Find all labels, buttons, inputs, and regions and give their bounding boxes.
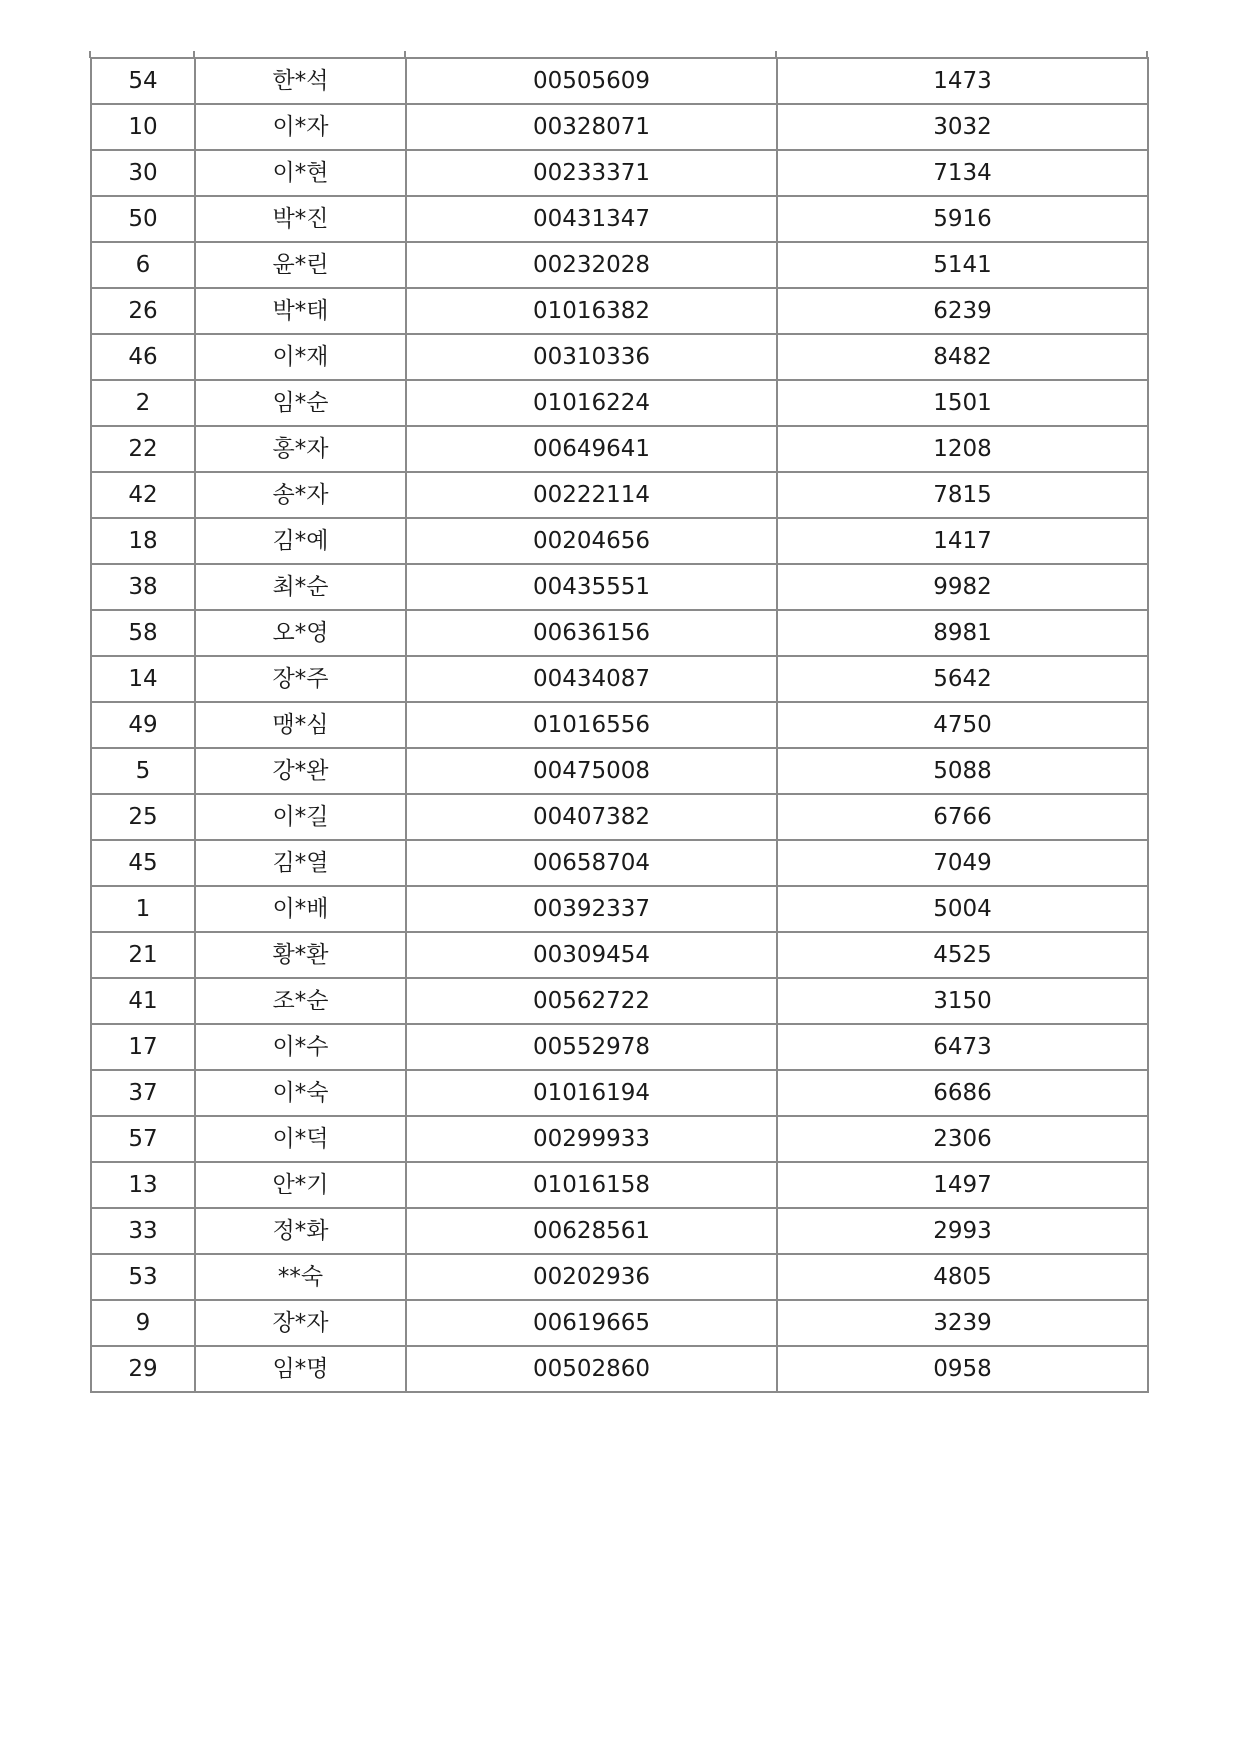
name-cell: 박*진 <box>195 196 406 242</box>
id-number-cell: 00328071 <box>406 104 777 150</box>
table-row <box>91 748 1148 794</box>
name-cell: 이*길 <box>195 794 406 840</box>
table-row <box>91 1070 1148 1116</box>
row-number-cell: 9 <box>91 1300 195 1346</box>
table-row <box>91 426 1148 472</box>
row-number-cell: 46 <box>91 334 195 380</box>
id-number-cell: 00505609 <box>406 58 777 104</box>
name-cell: 이*숙 <box>195 1070 406 1116</box>
table-row <box>91 150 1148 196</box>
name-cell: 홍*자 <box>195 426 406 472</box>
row-number-cell: 42 <box>91 472 195 518</box>
table-row <box>91 656 1148 702</box>
row-number-cell: 26 <box>91 288 195 334</box>
code-cell: 6766 <box>777 794 1148 840</box>
table-row <box>91 1024 1148 1070</box>
table-row <box>91 1254 1148 1300</box>
table-row <box>91 1208 1148 1254</box>
table-row <box>91 1346 1148 1392</box>
name-cell: 임*명 <box>195 1346 406 1392</box>
table-row <box>91 104 1148 150</box>
name-cell: 임*순 <box>195 380 406 426</box>
row-number-cell: 21 <box>91 932 195 978</box>
name-cell: 조*순 <box>195 978 406 1024</box>
row-number-cell: 22 <box>91 426 195 472</box>
id-number-cell: 01016194 <box>406 1070 777 1116</box>
row-number-cell: 49 <box>91 702 195 748</box>
row-number-cell: 2 <box>91 380 195 426</box>
table-continuation-line <box>775 51 777 58</box>
table-row <box>91 58 1148 104</box>
table-continuation-line <box>89 51 91 58</box>
row-number-cell: 17 <box>91 1024 195 1070</box>
name-cell: 이*재 <box>195 334 406 380</box>
id-number-cell: 00552978 <box>406 1024 777 1070</box>
id-number-cell: 00628561 <box>406 1208 777 1254</box>
name-cell: 이*자 <box>195 104 406 150</box>
name-cell: 정*화 <box>195 1208 406 1254</box>
row-number-cell: 30 <box>91 150 195 196</box>
code-cell: 4525 <box>777 932 1148 978</box>
name-cell: 이*수 <box>195 1024 406 1070</box>
code-cell: 5141 <box>777 242 1148 288</box>
table-row <box>91 564 1148 610</box>
table-continuation-line <box>1146 51 1148 58</box>
table-row <box>91 840 1148 886</box>
row-number-cell: 33 <box>91 1208 195 1254</box>
row-number-cell: 45 <box>91 840 195 886</box>
id-number-cell: 00392337 <box>406 886 777 932</box>
id-number-cell: 00309454 <box>406 932 777 978</box>
name-cell: 송*자 <box>195 472 406 518</box>
code-cell: 1473 <box>777 58 1148 104</box>
row-number-cell: 41 <box>91 978 195 1024</box>
id-number-cell: 00407382 <box>406 794 777 840</box>
name-cell: 황*환 <box>195 932 406 978</box>
id-number-cell: 00222114 <box>406 472 777 518</box>
code-cell: 9982 <box>777 564 1148 610</box>
name-cell: 안*기 <box>195 1162 406 1208</box>
row-number-cell: 58 <box>91 610 195 656</box>
table-row <box>91 794 1148 840</box>
code-cell: 5642 <box>777 656 1148 702</box>
table-row <box>91 1300 1148 1346</box>
code-cell: 7049 <box>777 840 1148 886</box>
row-number-cell: 14 <box>91 656 195 702</box>
table-row <box>91 380 1148 426</box>
id-number-cell: 00310336 <box>406 334 777 380</box>
row-number-cell: 1 <box>91 886 195 932</box>
id-number-cell: 00562722 <box>406 978 777 1024</box>
name-cell: 맹*심 <box>195 702 406 748</box>
table-row <box>91 1162 1148 1208</box>
code-cell: 3239 <box>777 1300 1148 1346</box>
id-number-cell: 00649641 <box>406 426 777 472</box>
name-cell: 이*배 <box>195 886 406 932</box>
table-row <box>91 518 1148 564</box>
table-row <box>91 288 1148 334</box>
code-cell: 5004 <box>777 886 1148 932</box>
id-number-cell: 01016224 <box>406 380 777 426</box>
id-number-cell: 00475008 <box>406 748 777 794</box>
row-number-cell: 54 <box>91 58 195 104</box>
table-row <box>91 886 1148 932</box>
data-table <box>90 57 1149 1393</box>
table-continuation-line <box>193 51 195 58</box>
table-row <box>91 196 1148 242</box>
name-cell: 김*열 <box>195 840 406 886</box>
code-cell: 8981 <box>777 610 1148 656</box>
table-container <box>90 57 1147 1393</box>
code-cell: 0958 <box>777 1346 1148 1392</box>
row-number-cell: 25 <box>91 794 195 840</box>
code-cell: 4750 <box>777 702 1148 748</box>
row-number-cell: 29 <box>91 1346 195 1392</box>
id-number-cell: 01016158 <box>406 1162 777 1208</box>
name-cell: 김*예 <box>195 518 406 564</box>
table-row <box>91 472 1148 518</box>
code-cell: 6473 <box>777 1024 1148 1070</box>
code-cell: 7134 <box>777 150 1148 196</box>
code-cell: 7815 <box>777 472 1148 518</box>
table-row <box>91 334 1148 380</box>
code-cell: 2993 <box>777 1208 1148 1254</box>
id-number-cell: 00435551 <box>406 564 777 610</box>
row-number-cell: 53 <box>91 1254 195 1300</box>
id-number-cell: 00202936 <box>406 1254 777 1300</box>
name-cell: 장*주 <box>195 656 406 702</box>
row-number-cell: 5 <box>91 748 195 794</box>
id-number-cell: 00434087 <box>406 656 777 702</box>
table-row <box>91 978 1148 1024</box>
id-number-cell: 00233371 <box>406 150 777 196</box>
table-row <box>91 932 1148 978</box>
id-number-cell: 00619665 <box>406 1300 777 1346</box>
code-cell: 1501 <box>777 380 1148 426</box>
table-body <box>91 58 1148 1392</box>
code-cell: 3150 <box>777 978 1148 1024</box>
row-number-cell: 57 <box>91 1116 195 1162</box>
name-cell: **숙 <box>195 1254 406 1300</box>
name-cell: 한*석 <box>195 58 406 104</box>
row-number-cell: 38 <box>91 564 195 610</box>
id-number-cell: 01016556 <box>406 702 777 748</box>
row-number-cell: 18 <box>91 518 195 564</box>
code-cell: 1417 <box>777 518 1148 564</box>
id-number-cell: 00232028 <box>406 242 777 288</box>
id-number-cell: 00658704 <box>406 840 777 886</box>
code-cell: 6686 <box>777 1070 1148 1116</box>
table-row <box>91 610 1148 656</box>
id-number-cell: 01016382 <box>406 288 777 334</box>
code-cell: 1208 <box>777 426 1148 472</box>
id-number-cell: 00299933 <box>406 1116 777 1162</box>
row-number-cell: 6 <box>91 242 195 288</box>
id-number-cell: 00204656 <box>406 518 777 564</box>
id-number-cell: 00636156 <box>406 610 777 656</box>
id-number-cell: 00431347 <box>406 196 777 242</box>
code-cell: 5916 <box>777 196 1148 242</box>
id-number-cell: 00502860 <box>406 1346 777 1392</box>
name-cell: 오*영 <box>195 610 406 656</box>
name-cell: 장*자 <box>195 1300 406 1346</box>
code-cell: 5088 <box>777 748 1148 794</box>
name-cell: 이*덕 <box>195 1116 406 1162</box>
code-cell: 8482 <box>777 334 1148 380</box>
code-cell: 3032 <box>777 104 1148 150</box>
name-cell: 이*현 <box>195 150 406 196</box>
row-number-cell: 13 <box>91 1162 195 1208</box>
code-cell: 4805 <box>777 1254 1148 1300</box>
table-row <box>91 242 1148 288</box>
name-cell: 최*순 <box>195 564 406 610</box>
code-cell: 6239 <box>777 288 1148 334</box>
table-continuation-line <box>404 51 406 58</box>
row-number-cell: 10 <box>91 104 195 150</box>
table-row <box>91 1116 1148 1162</box>
table-row <box>91 702 1148 748</box>
code-cell: 2306 <box>777 1116 1148 1162</box>
code-cell: 1497 <box>777 1162 1148 1208</box>
name-cell: 강*완 <box>195 748 406 794</box>
row-number-cell: 50 <box>91 196 195 242</box>
name-cell: 박*태 <box>195 288 406 334</box>
name-cell: 윤*린 <box>195 242 406 288</box>
row-number-cell: 37 <box>91 1070 195 1116</box>
